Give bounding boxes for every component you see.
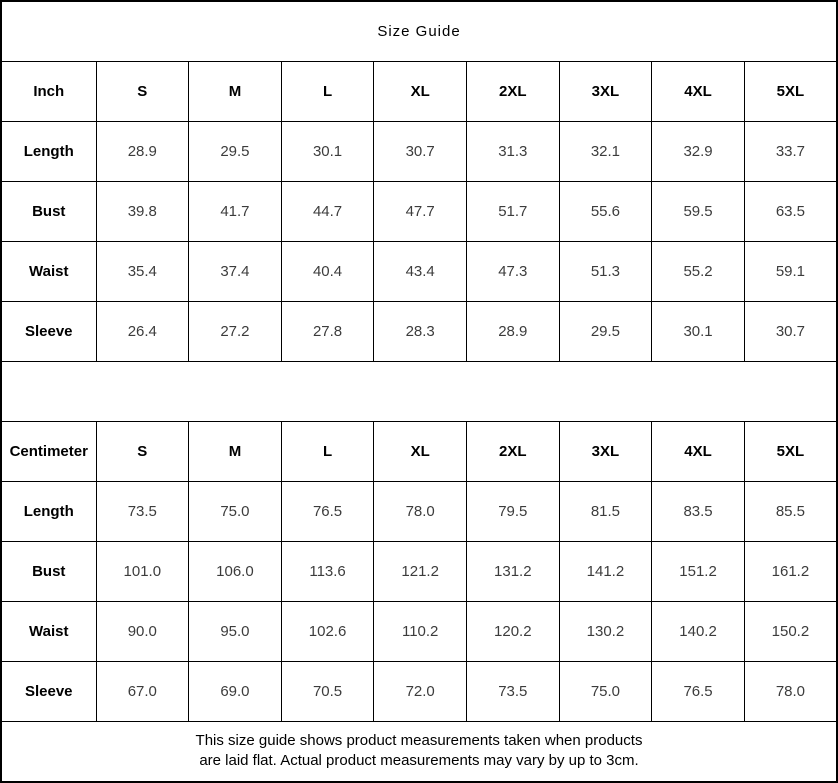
- size-value: 35.4: [96, 241, 189, 301]
- size-col-header: S: [96, 421, 189, 481]
- size-value: 113.6: [281, 541, 374, 601]
- size-value: 30.7: [374, 121, 467, 181]
- size-value: 44.7: [281, 181, 374, 241]
- size-value: 81.5: [559, 481, 652, 541]
- size-value: 75.0: [189, 481, 282, 541]
- size-value: 73.5: [96, 481, 189, 541]
- inch-unit-label: Inch: [1, 61, 96, 121]
- size-value: 31.3: [467, 121, 560, 181]
- row-label: Length: [1, 121, 96, 181]
- row-label: Sleeve: [1, 661, 96, 721]
- size-value: 29.5: [559, 301, 652, 361]
- size-value: 76.5: [281, 481, 374, 541]
- cm-length-row: [1, 481, 837, 541]
- size-col-header: 2XL: [467, 61, 560, 121]
- size-col-header: 5XL: [744, 421, 837, 481]
- page-title: Size Guide: [1, 1, 837, 61]
- cm-bust-row: [1, 541, 837, 601]
- size-value: 69.0: [189, 661, 282, 721]
- size-value: 47.3: [467, 241, 560, 301]
- size-value: 130.2: [559, 601, 652, 661]
- size-value: 102.6: [281, 601, 374, 661]
- size-value: 72.0: [374, 661, 467, 721]
- size-value: 30.1: [281, 121, 374, 181]
- inch-bust-row: [1, 181, 837, 241]
- table-spacer: [1, 361, 837, 421]
- footer-note: [1, 721, 837, 782]
- size-value: 76.5: [652, 661, 745, 721]
- size-value: 161.2: [744, 541, 837, 601]
- size-col-header: 4XL: [652, 421, 745, 481]
- size-value: 51.7: [467, 181, 560, 241]
- size-col-header: M: [189, 421, 282, 481]
- size-value: 26.4: [96, 301, 189, 361]
- size-value: 70.5: [281, 661, 374, 721]
- size-value: 85.5: [744, 481, 837, 541]
- size-value: 28.9: [467, 301, 560, 361]
- cm-header-row: [1, 421, 837, 481]
- size-value: 67.0: [96, 661, 189, 721]
- size-value: 28.3: [374, 301, 467, 361]
- size-value: 32.9: [652, 121, 745, 181]
- size-value: 27.8: [281, 301, 374, 361]
- size-col-header: 3XL: [559, 61, 652, 121]
- inch-header-row: [1, 61, 837, 121]
- size-value: 43.4: [374, 241, 467, 301]
- cm-unit-label: Centimeter: [1, 421, 96, 481]
- footer-line1: This size guide shows product measurements taken when products: [195, 732, 643, 749]
- size-value: 41.7: [189, 181, 282, 241]
- row-label: Waist: [1, 241, 96, 301]
- size-value: 141.2: [559, 541, 652, 601]
- size-value: 33.7: [744, 121, 837, 181]
- row-label: Bust: [1, 181, 96, 241]
- size-value: 55.2: [652, 241, 745, 301]
- size-value: 83.5: [652, 481, 745, 541]
- size-value: 79.5: [467, 481, 560, 541]
- size-value: 32.1: [559, 121, 652, 181]
- size-col-header: L: [281, 421, 374, 481]
- size-value: 78.0: [374, 481, 467, 541]
- size-value: 106.0: [189, 541, 282, 601]
- inch-sleeve-row: [1, 301, 837, 361]
- size-value: 39.8: [96, 181, 189, 241]
- size-col-header: 3XL: [559, 421, 652, 481]
- cm-waist-row: [1, 601, 837, 661]
- footer-row: [1, 721, 837, 782]
- size-col-header: 5XL: [744, 61, 837, 121]
- size-value: 47.7: [374, 181, 467, 241]
- size-value: 59.5: [652, 181, 745, 241]
- size-value: 151.2: [652, 541, 745, 601]
- size-value: 30.1: [652, 301, 745, 361]
- row-label: Bust: [1, 541, 96, 601]
- size-value: 95.0: [189, 601, 282, 661]
- row-label: Sleeve: [1, 301, 96, 361]
- size-col-header: S: [96, 61, 189, 121]
- size-value: 30.7: [744, 301, 837, 361]
- size-value: 29.5: [189, 121, 282, 181]
- table-spacer-row: [1, 361, 837, 421]
- size-col-header: M: [189, 61, 282, 121]
- footer-line2: are laid flat. Actual product measurements may vary by up to 3cm.: [199, 752, 639, 770]
- size-col-header: L: [281, 61, 374, 121]
- size-col-header: 2XL: [467, 421, 560, 481]
- size-col-header: XL: [374, 61, 467, 121]
- cm-sleeve-row: [1, 661, 837, 721]
- inch-length-row: [1, 121, 837, 181]
- size-value: 63.5: [744, 181, 837, 241]
- inch-waist-row: [1, 241, 837, 301]
- size-value: 51.3: [559, 241, 652, 301]
- size-value: 27.2: [189, 301, 282, 361]
- size-value: 75.0: [559, 661, 652, 721]
- size-col-header: 4XL: [652, 61, 745, 121]
- size-value: 150.2: [744, 601, 837, 661]
- size-value: 140.2: [652, 601, 745, 661]
- row-label: Length: [1, 481, 96, 541]
- size-value: 28.9: [96, 121, 189, 181]
- size-value: 120.2: [467, 601, 560, 661]
- size-value: 101.0: [96, 541, 189, 601]
- size-value: 110.2: [374, 601, 467, 661]
- title-row: [1, 1, 837, 61]
- size-value: 40.4: [281, 241, 374, 301]
- size-value: 78.0: [744, 661, 837, 721]
- row-label: Waist: [1, 601, 96, 661]
- size-value: 37.4: [189, 241, 282, 301]
- size-value: 73.5: [467, 661, 560, 721]
- size-value: 59.1: [744, 241, 837, 301]
- size-value: 90.0: [96, 601, 189, 661]
- size-value: 131.2: [467, 541, 560, 601]
- size-value: 55.6: [559, 181, 652, 241]
- size-col-header: XL: [374, 421, 467, 481]
- size-value: 121.2: [374, 541, 467, 601]
